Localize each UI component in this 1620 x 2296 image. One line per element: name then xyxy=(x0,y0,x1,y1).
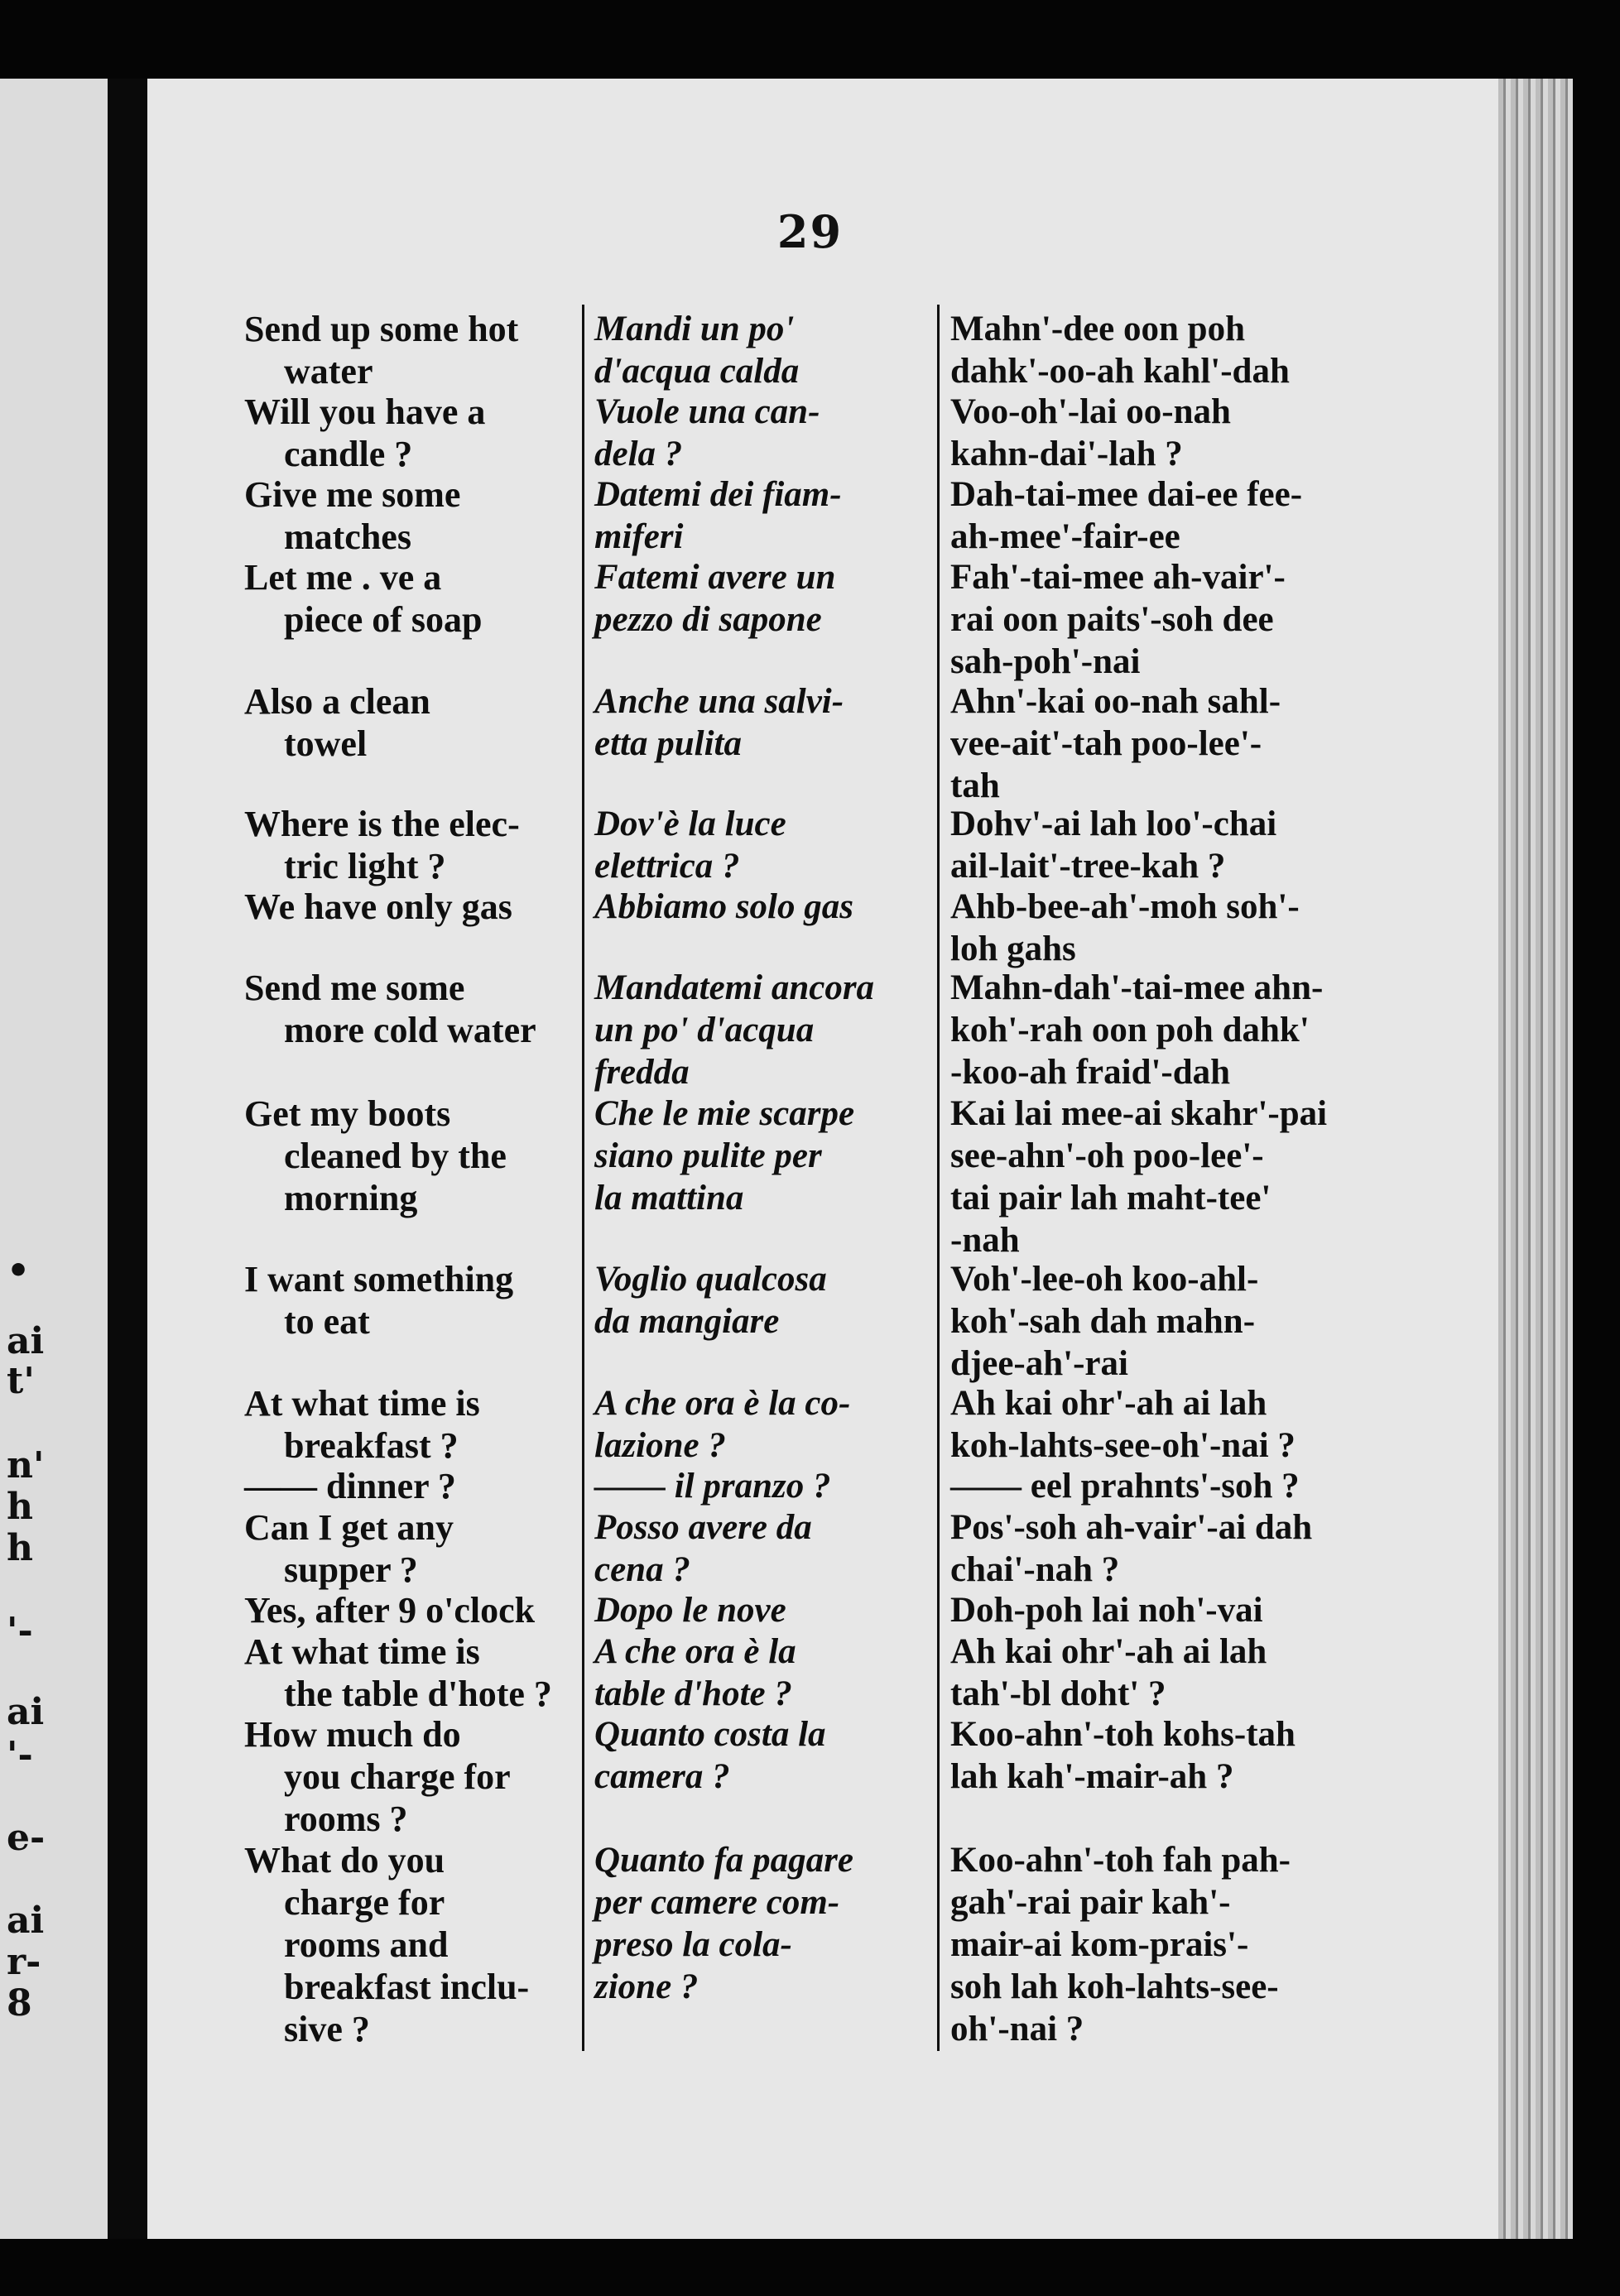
pronunciation-guide-line: see-ahn'-oh poo-lee'- xyxy=(950,1136,1264,1175)
pronunciation-guide xyxy=(950,1713,1381,1798)
english-phrase-line: breakfast inclu- xyxy=(284,1967,530,2007)
italian-translation-line: Dopo le nove xyxy=(594,1591,786,1630)
italian-translation-line: A che ora è la xyxy=(594,1632,796,1671)
pronunciation-guide xyxy=(950,1258,1381,1385)
pronunciation-guide-line: tai pair lah maht-tee' xyxy=(950,1179,1271,1218)
english-phrase-line: We have only gas xyxy=(244,886,512,927)
pronunciation-guide-line: Fah'-tai-mee ah-vair'- xyxy=(950,558,1286,597)
english-phrase-line: At what time is xyxy=(244,1631,480,1672)
italian-translation-line: Voglio qualcosa xyxy=(594,1260,827,1299)
english-phrase xyxy=(244,1506,575,1591)
pronunciation-guide xyxy=(950,391,1381,475)
pronunciation-guide-line: kahn-dai'-lah ? xyxy=(950,435,1183,473)
pronunciation-guide-line: -nah xyxy=(950,1221,1020,1260)
facing-page-fragment: • xyxy=(7,1250,31,1292)
pronunciation-guide xyxy=(950,308,1381,392)
italian-translation xyxy=(594,1631,925,1715)
italian-translation xyxy=(594,1093,925,1219)
english-phrase xyxy=(244,1093,575,1219)
pronunciation-guide-line: Kai lai mee-ai skahr'-pai xyxy=(950,1094,1328,1133)
italian-translation xyxy=(594,1713,925,1798)
pronunciation-guide-line: Dah-tai-mee dai-ee fee- xyxy=(950,475,1303,514)
pronunciation-guide-line: chai'-nah ? xyxy=(950,1550,1120,1589)
pronunciation-guide xyxy=(950,473,1381,558)
english-phrase-line: water xyxy=(284,351,373,391)
pronunciation-guide xyxy=(950,1465,1381,1507)
italian-translation-line: Datemi dei fiam- xyxy=(594,475,842,514)
italian-translation xyxy=(594,1839,925,2008)
english-phrase xyxy=(244,391,575,475)
pronunciation-guide-line: lah kah'-mair-ah ? xyxy=(950,1757,1234,1796)
english-phrase-line: piece of soap xyxy=(284,599,483,640)
english-phrase xyxy=(244,308,575,392)
english-phrase-line: Send up some hot xyxy=(244,309,519,349)
column-rule-1 xyxy=(582,305,584,2051)
pronunciation-guide-line: Koo-ahn'-toh fah pah- xyxy=(950,1841,1291,1880)
english-phrase-line: rooms and xyxy=(284,1924,449,1965)
pronunciation-guide-line: Doh-poh lai noh'-vai xyxy=(950,1591,1263,1630)
facing-page-fragment: ai xyxy=(7,1691,45,1733)
italian-translation xyxy=(594,803,925,887)
italian-translation xyxy=(594,391,925,475)
pronunciation-guide xyxy=(950,1093,1381,1261)
italian-translation-line: camera ? xyxy=(594,1757,730,1796)
english-phrase-line: supper ? xyxy=(284,1549,418,1590)
italian-translation-line: A che ora è la co- xyxy=(594,1384,851,1423)
pronunciation-guide xyxy=(950,680,1381,807)
facing-page-fragment: ai xyxy=(7,1320,45,1362)
italian-translation xyxy=(594,308,925,392)
pronunciation-guide-line: soh lah koh-lahts-see- xyxy=(950,1967,1279,2006)
pronunciation-guide xyxy=(950,1631,1381,1715)
pronunciation-guide-line: Mahn'-dee oon poh xyxy=(950,310,1246,348)
english-phrase-line: Can I get any xyxy=(244,1507,454,1548)
english-phrase-line: I want something xyxy=(244,1259,514,1299)
pronunciation-guide-line: tah xyxy=(950,766,1000,805)
italian-translation-line: dela ? xyxy=(594,435,683,473)
english-phrase-line: Also a clean xyxy=(244,681,430,722)
pronunciation-guide xyxy=(950,886,1381,970)
italian-translation-line: per camere com- xyxy=(594,1883,840,1922)
english-phrase-line: Let me . ve a xyxy=(244,557,442,598)
facing-page-fragment: h xyxy=(7,1486,33,1528)
italian-translation-line: Mandatemi ancora xyxy=(594,968,875,1007)
pronunciation-guide-line: koh-lahts-see-oh'-nai ? xyxy=(950,1426,1296,1465)
english-phrase xyxy=(244,967,575,1051)
english-phrase-line: At what time is xyxy=(244,1383,480,1424)
italian-translation-line: fredda xyxy=(594,1053,690,1092)
italian-translation-line: la mattina xyxy=(594,1179,744,1218)
italian-translation xyxy=(594,1382,925,1467)
english-phrase-line: Get my boots xyxy=(244,1093,451,1134)
italian-translation-line: etta pulita xyxy=(594,724,742,763)
pronunciation-guide-line: Ahb-bee-ah'-moh soh'- xyxy=(950,887,1300,926)
page-number: 29 xyxy=(776,205,844,258)
english-phrase xyxy=(244,680,575,765)
facing-page-fragment: ai xyxy=(7,1900,45,1942)
english-phrase-line: rooms ? xyxy=(284,1799,408,1839)
italian-translation-line: cena ? xyxy=(594,1550,690,1589)
pronunciation-guide xyxy=(950,556,1381,683)
english-phrase-line: Will you have a xyxy=(244,391,486,432)
pronunciation-guide-line: koh'-sah dah mahn- xyxy=(950,1302,1256,1341)
pronunciation-guide-line: ail-lait'-tree-kah ? xyxy=(950,847,1226,886)
english-phrase-line: charge for xyxy=(284,1882,445,1923)
italian-translation-line: Che le mie scarpe xyxy=(594,1094,855,1133)
italian-translation-line: siano pulite per xyxy=(594,1136,822,1175)
english-phrase xyxy=(244,886,575,928)
pronunciation-guide xyxy=(950,1506,1381,1591)
pronunciation-guide-line: mair-ai kom-prais'- xyxy=(950,1925,1249,1964)
pronunciation-guide-line: Ah kai ohr'-ah ai lah xyxy=(950,1632,1267,1671)
pronunciation-guide-line: Pos'-soh ah-vair'-ai dah xyxy=(950,1508,1313,1547)
italian-translation xyxy=(594,967,925,1093)
english-phrase-line: Where is the elec- xyxy=(244,804,520,844)
english-phrase xyxy=(244,803,575,887)
italian-translation-line: elettrica ? xyxy=(594,847,740,886)
pronunciation-guide-line: rai oon paits'-soh dee xyxy=(950,600,1274,639)
italian-translation-line: table d'hote ? xyxy=(594,1674,792,1713)
pronunciation-guide xyxy=(950,1589,1381,1631)
pronunciation-guide-line: -koo-ah fraid'-dah xyxy=(950,1053,1231,1092)
english-phrase xyxy=(244,1713,575,1840)
pronunciation-guide-line: Ahn'-kai oo-nah sahl- xyxy=(950,682,1281,721)
pronunciation-guide-line: Dohv'-ai lah loo'-chai xyxy=(950,805,1277,843)
english-phrase-line: morning xyxy=(284,1178,418,1218)
english-phrase-line: matches xyxy=(284,516,411,557)
english-phrase-line: —— dinner ? xyxy=(244,1466,456,1506)
italian-translation-line: Vuole una can- xyxy=(594,392,820,431)
english-phrase-line: Send me some xyxy=(244,968,465,1008)
english-phrase xyxy=(244,1465,575,1507)
pronunciation-guide-line: djee-ah'-rai xyxy=(950,1344,1128,1383)
facing-page-fragment: e- xyxy=(7,1817,46,1859)
italian-translation-line: Posso avere da xyxy=(594,1508,812,1547)
italian-translation-line: Anche una salvi- xyxy=(594,682,844,721)
facing-page-fragment: 8 xyxy=(7,1982,32,2025)
italian-translation-line: preso la cola- xyxy=(594,1925,792,1964)
pronunciation-guide-line: Koo-ahn'-toh kohs-tah xyxy=(950,1715,1296,1754)
italian-translation-line: lazione ? xyxy=(594,1426,726,1465)
italian-translation-line: pezzo di sapone xyxy=(594,600,822,639)
pronunciation-guide-line: gah'-rai pair kah'- xyxy=(950,1883,1231,1922)
page-edge-shadow xyxy=(1498,79,1573,2239)
facing-page-fragment: n' xyxy=(7,1444,45,1487)
english-phrase-line: candle ? xyxy=(284,434,413,474)
english-phrase-line: you charge for xyxy=(284,1756,511,1797)
italian-translation xyxy=(594,1506,925,1591)
italian-translation xyxy=(594,680,925,765)
facing-page-fragment: t' xyxy=(7,1360,35,1402)
italian-translation-line: da mangiare xyxy=(594,1302,780,1341)
italian-translation-line: zione ? xyxy=(594,1967,699,2006)
facing-page-fragment: '- xyxy=(7,1610,33,1652)
english-phrase xyxy=(244,1258,575,1343)
italian-translation xyxy=(594,886,925,928)
english-phrase xyxy=(244,1631,575,1715)
pronunciation-guide-line: Mahn-dah'-tai-mee ahn- xyxy=(950,968,1324,1007)
pronunciation-guide-line: koh'-rah oon poh dahk' xyxy=(950,1011,1310,1050)
italian-translation-line: miferi xyxy=(594,517,684,556)
facing-page-fragment: h xyxy=(7,1527,33,1569)
italian-translation xyxy=(594,1589,925,1631)
english-phrase xyxy=(244,1589,575,1631)
english-phrase-line: to eat xyxy=(284,1301,370,1342)
pronunciation-guide-line: dahk'-oo-ah kahl'-dah xyxy=(950,352,1290,391)
italian-translation xyxy=(594,1258,925,1343)
pronunciation-guide-line: ah-mee'-fair-ee xyxy=(950,517,1180,556)
pronunciation-guide-line: loh gahs xyxy=(950,929,1076,968)
column-rule-2 xyxy=(937,305,940,2051)
italian-translation-line: Quanto costa la xyxy=(594,1715,826,1754)
pronunciation-guide-line: tah'-bl doht' ? xyxy=(950,1674,1166,1713)
italian-translation-line: Abbiamo solo gas xyxy=(594,887,853,926)
italian-translation xyxy=(594,556,925,641)
pronunciation-guide xyxy=(950,803,1381,887)
italian-translation-line: Quanto fa pagare xyxy=(594,1841,853,1880)
italian-translation-line: Fatemi avere un xyxy=(594,558,836,597)
english-phrase-line: Yes, after 9 o'clock xyxy=(244,1590,536,1631)
italian-translation xyxy=(594,473,925,558)
english-phrase-line: the table d'hote ? xyxy=(284,1674,552,1714)
facing-page-edge xyxy=(0,79,108,2239)
english-phrase-line: sive ? xyxy=(284,2009,370,2049)
english-phrase xyxy=(244,1382,575,1467)
english-phrase xyxy=(244,473,575,558)
book-gutter xyxy=(108,79,147,2239)
italian-translation-line: Mandi un po' xyxy=(594,310,795,348)
pronunciation-guide xyxy=(950,1382,1381,1467)
english-phrase-line: more cold water xyxy=(284,1010,536,1050)
pronunciation-guide-line: Ah kai ohr'-ah ai lah xyxy=(950,1384,1267,1423)
facing-page-fragment: '- xyxy=(7,1734,33,1776)
english-phrase-line: How much do xyxy=(244,1714,461,1755)
english-phrase-line: tric light ? xyxy=(284,846,446,886)
pronunciation-guide-line: vee-ait'-tah poo-lee'- xyxy=(950,724,1262,763)
english-phrase-line: breakfast ? xyxy=(284,1425,459,1466)
italian-translation-line: —— il pranzo ? xyxy=(594,1467,831,1506)
pronunciation-guide-line: —— eel prahnts'-soh ? xyxy=(950,1467,1300,1506)
pronunciation-guide-line: sah-poh'-nai xyxy=(950,642,1141,681)
italian-translation-line: un po' d'acqua xyxy=(594,1011,815,1050)
english-phrase-line: Give me some xyxy=(244,474,461,515)
facing-page-fragment: r- xyxy=(7,1941,41,1983)
italian-translation xyxy=(594,1465,925,1507)
english-phrase xyxy=(244,556,575,641)
pronunciation-guide-line: Voh'-lee-oh koo-ahl- xyxy=(950,1260,1259,1299)
italian-translation-line: Dov'è la luce xyxy=(594,805,786,843)
italian-translation-line: d'acqua calda xyxy=(594,352,800,391)
pronunciation-guide-line: Voo-oh'-lai oo-nah xyxy=(950,392,1231,431)
pronunciation-guide-line: oh'-nai ? xyxy=(950,2010,1084,2049)
pronunciation-guide xyxy=(950,1839,1381,2050)
english-phrase-line: cleaned by the xyxy=(284,1136,507,1176)
pronunciation-guide xyxy=(950,967,1381,1093)
english-phrase-line: towel xyxy=(284,723,368,764)
english-phrase-line: What do you xyxy=(244,1840,445,1881)
english-phrase xyxy=(244,1839,575,2050)
